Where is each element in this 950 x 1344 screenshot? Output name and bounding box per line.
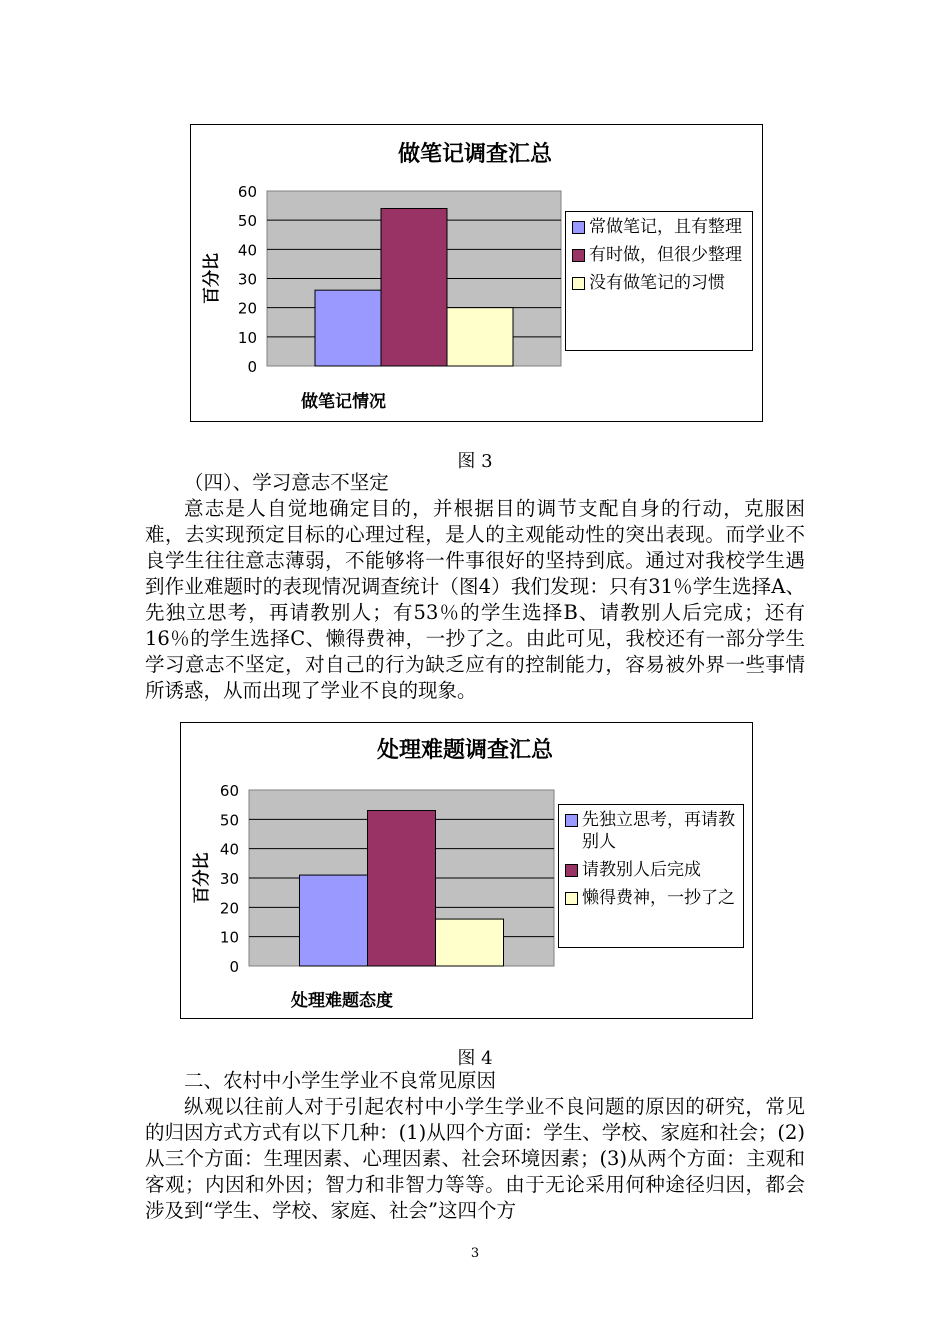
chart-fig4-legend (558, 804, 744, 948)
legend-item (565, 887, 739, 909)
legend-item (572, 216, 748, 238)
y-tick-label: 50 (219, 811, 239, 830)
x-axis-label: 做笔记情况 (301, 392, 386, 412)
legend-swatch (572, 277, 585, 290)
legend-item (565, 809, 739, 853)
legend-swatch (565, 892, 578, 905)
legend-label: 常做笔记，且有整理 (589, 217, 742, 237)
y-tick-label: 40 (219, 840, 239, 859)
legend-swatch (572, 221, 585, 234)
y-axis-label: 百分比 (202, 253, 222, 304)
chart-title: 处理难题调查汇总 (376, 738, 554, 763)
legend-item (565, 859, 739, 881)
y-tick-label: 60 (219, 782, 239, 800)
bar (447, 308, 513, 366)
y-tick-label: 40 (237, 241, 257, 260)
paragraph: 纵观以往前人对于引起农村中小学生学业不良问题的原因的研究，常见的归因方式方式有以下几种：(1)从四个方面：学生、学校、家庭和社会；(2)从三个方面：生理因素、心理因素、社会环境因素；(3)从两个方面：主观和客观；内因和外因；智力和非智力等等。由于无论采用何种途径归因，都会涉及到“学生、学校、家庭、社会”这四个方 (145, 1095, 805, 1222)
y-tick-label: 60 (237, 183, 257, 201)
paragraph: 意志是人自觉地确定目的，并根据目的调节支配自身的行动，克服困难，去实现预定目标的心理过程，是人的主观能动性的突出表现。而学业不良学生往往意志薄弱，不能够将一件事很好的坚持到底。通过对我校学生遇到作业难题时的表现情况调查统计（图4）我们发现：只有31％学生选择A、先独立思考，再请教别人；有53％的学生选择B、请教别人后完成；还有16％的学生选择C、懒得费神，一抄了之。由此可见，我校还有一部分学生学习意志不坚定，对自己的行为缺乏应有的控制能力，容易被外界一些事情所诱惑，从而出现了学业不良的现象。 (145, 497, 805, 702)
bar (315, 290, 381, 366)
chart-title: 做笔记调查汇总 (397, 142, 553, 167)
page-number: 3 (470, 1246, 480, 1261)
y-tick-label: 10 (219, 928, 239, 947)
bar (436, 919, 504, 966)
y-tick-label: 0 (229, 958, 239, 976)
legend-label: 懒得费神，一抄了之 (582, 888, 735, 908)
y-tick-label: 20 (237, 299, 257, 318)
section-heading: （四）、学习意志不坚定 (184, 471, 389, 494)
legend-label: 先独立思考，再请教别人 (582, 810, 735, 852)
section-heading: 二、农村中小学生学业不良常见原因 (184, 1069, 497, 1092)
legend-item (572, 244, 748, 266)
chart-fig3-legend (565, 211, 753, 351)
legend-label: 没有做笔记的习惯 (589, 273, 725, 293)
y-tick-label: 20 (219, 899, 239, 918)
legend-swatch (565, 814, 578, 827)
bar (368, 811, 436, 966)
chart-fig3 (190, 124, 763, 422)
figure-caption-4: 图 4 (457, 1048, 493, 1069)
legend-label: 有时做，但很少整理 (589, 245, 742, 265)
y-tick-label: 0 (247, 358, 257, 376)
y-tick-label: 30 (219, 870, 239, 888)
legend-swatch (565, 864, 578, 877)
y-tick-label: 30 (237, 270, 257, 289)
legend-label: 请教别人后完成 (582, 860, 701, 880)
x-axis-label: 处理难题态度 (291, 991, 393, 1011)
y-tick-label: 50 (237, 212, 257, 231)
legend-item (572, 272, 748, 294)
chart-fig4 (180, 722, 753, 1019)
figure-caption-3: 图 3 (457, 451, 493, 472)
y-axis-label: 百分比 (192, 852, 212, 904)
bar (381, 209, 447, 367)
legend-swatch (572, 249, 585, 262)
y-tick-label: 10 (237, 328, 257, 347)
bar (300, 875, 368, 966)
